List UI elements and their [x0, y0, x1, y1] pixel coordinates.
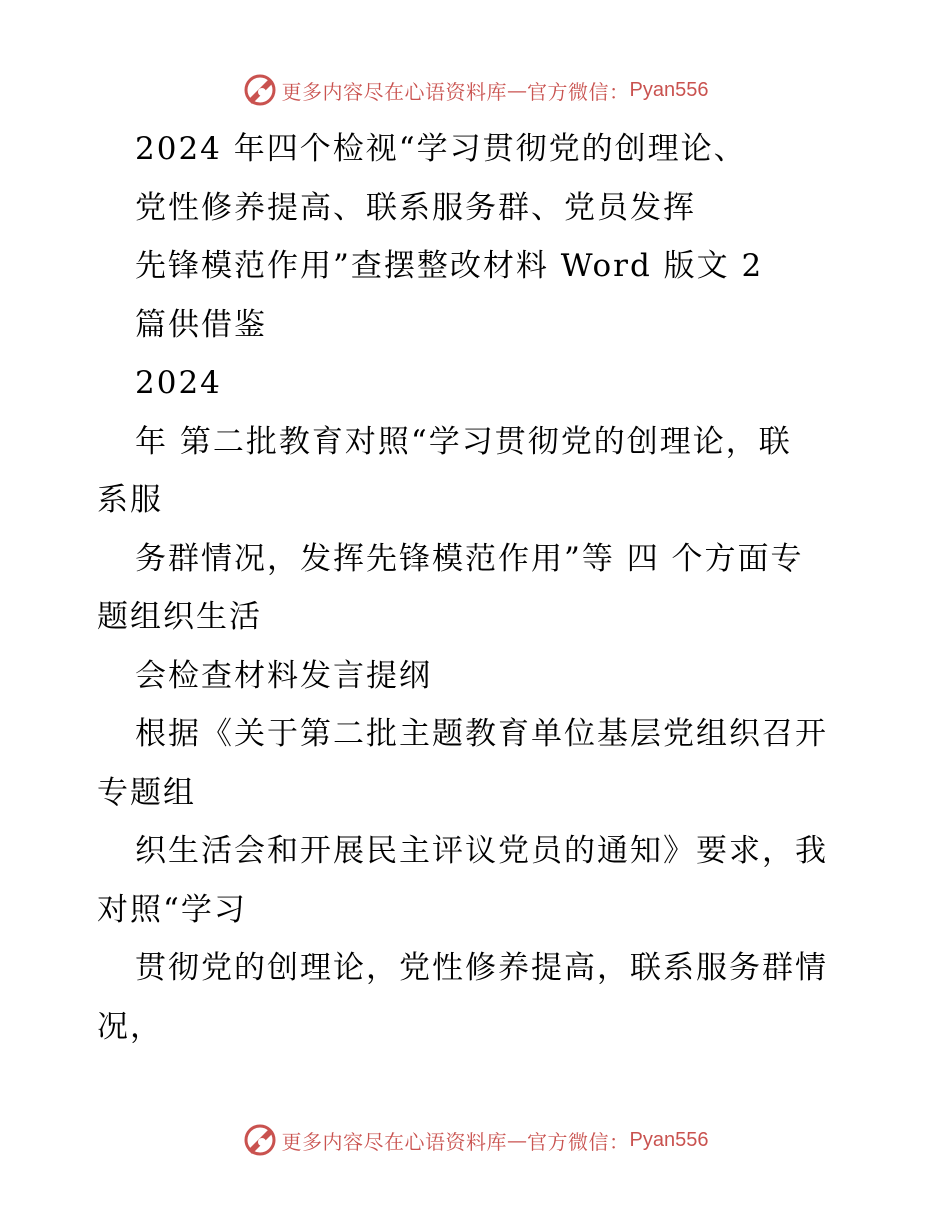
- banner-brand: 更多内容尽在心语资料库: [281, 79, 508, 104]
- seal-pen-icon: [242, 1122, 278, 1158]
- banner-wechat-label: 官方微信：: [527, 1129, 630, 1154]
- title-line-3: 先锋模范作用”查摆整改材料 Word 版文 2: [135, 248, 764, 284]
- banner-wechat-id: Pyan556: [629, 78, 709, 101]
- body-line: 系服: [97, 482, 163, 518]
- body-line: 年 第二批教育对照“学习贯彻党的创理论，联: [135, 423, 792, 460]
- title-line-1: 2024 年四个检视“学习贯彻党的创理论、: [135, 131, 747, 167]
- body-line: 贯彻党的创理论，党性修养提高，联系服务群情: [135, 950, 828, 986]
- title-line-4: 篇供借鉴: [135, 306, 267, 343]
- banner-separator: —: [507, 78, 528, 102]
- title-line-2: 党性修养提高、联系服务群、党员发挥: [135, 189, 696, 226]
- body-line: 务群情况，发挥先锋模范作用”等 四 个方面专: [135, 540, 804, 577]
- body-line: 2024: [135, 365, 222, 401]
- banner-separator: —: [507, 1128, 528, 1152]
- document-body: [97, 120, 867, 1056]
- banner-wechat-id: Pyan556: [629, 1128, 709, 1151]
- body-line: 况，: [97, 1008, 163, 1045]
- banner-brand: 更多内容尽在心语资料库: [281, 1129, 508, 1154]
- body-line: 织生活会和开展民主评议党员的通知》要求，我: [135, 833, 828, 869]
- seal-pen-icon: [242, 72, 278, 108]
- banner-wechat-label: 官方微信：: [527, 79, 630, 104]
- body-line: 题组织生活: [97, 599, 262, 635]
- body-line: 根据《关于第二批主题教育单位基层党组织召开: [135, 716, 828, 752]
- header-watermark: [0, 70, 950, 110]
- body-line: 对照“学习: [97, 891, 247, 928]
- body-line: 会检查材料发言提纲: [135, 657, 432, 694]
- body-line: 专题组: [97, 774, 196, 811]
- footer-watermark: [0, 1120, 950, 1160]
